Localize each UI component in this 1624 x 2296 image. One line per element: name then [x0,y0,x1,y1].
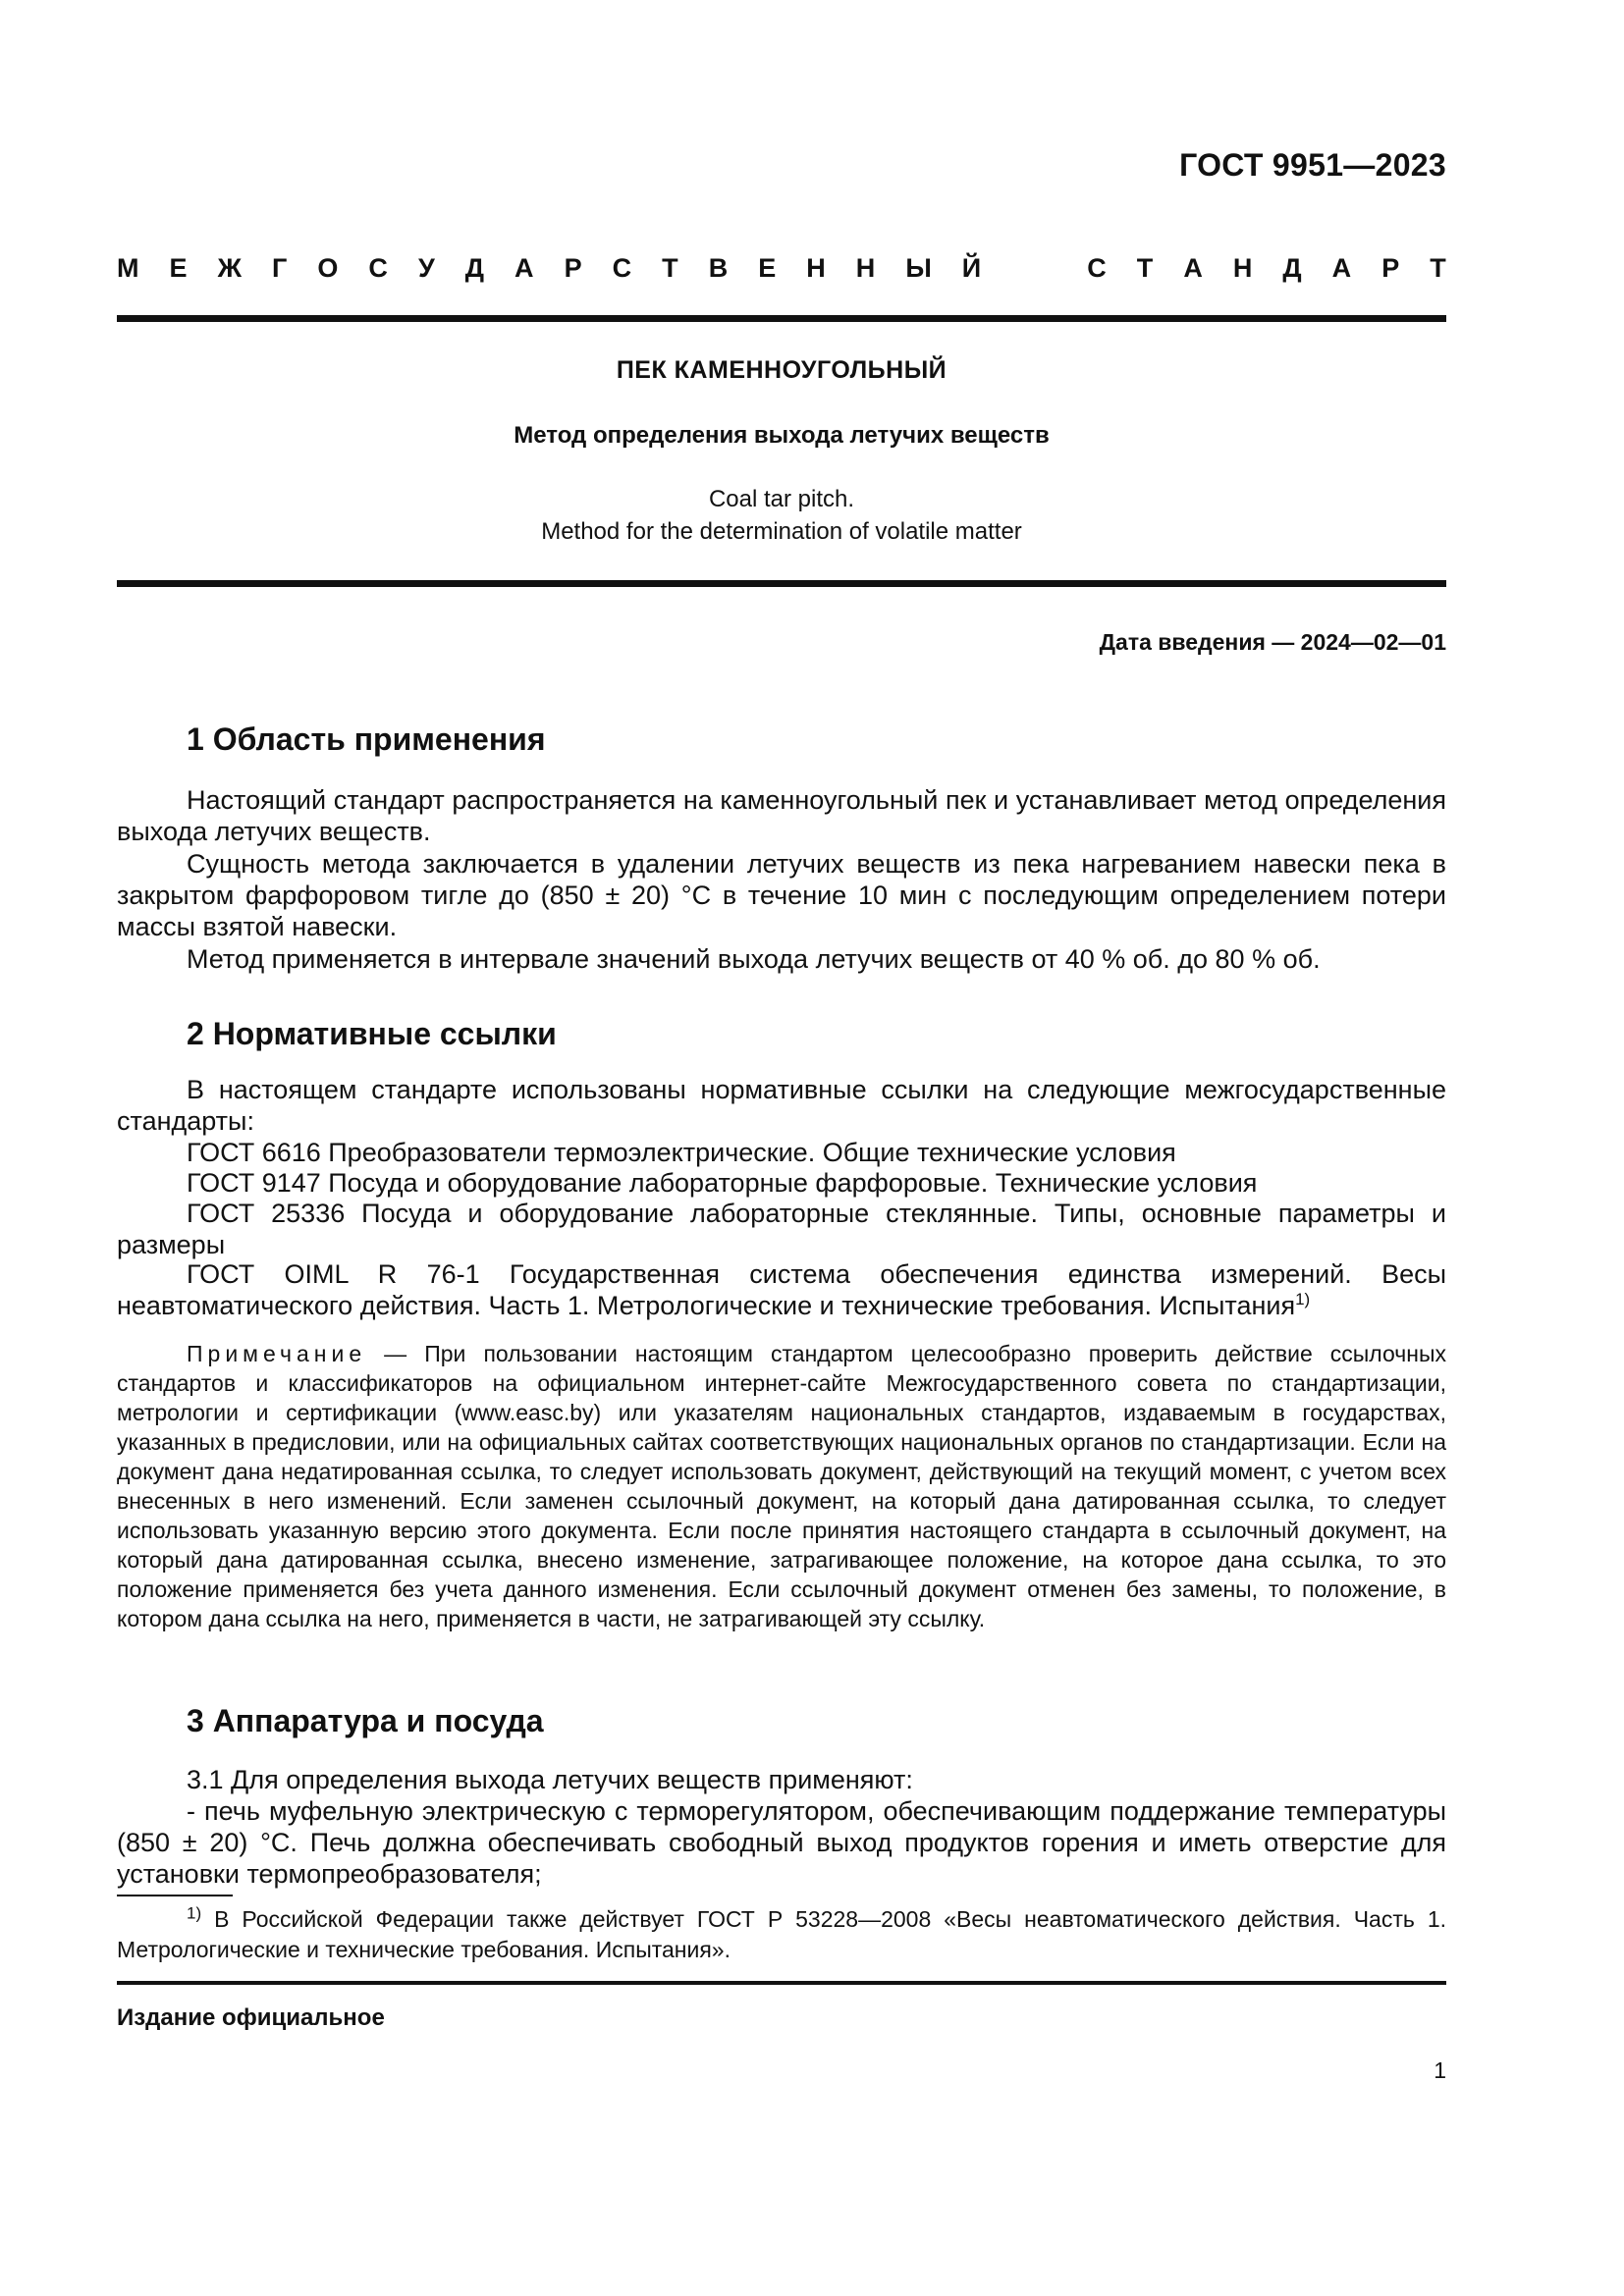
note-paragraph [117,1339,1446,1633]
banner-letter: Д [1282,253,1302,283]
banner-letter: А [514,253,534,283]
reference-gost-oiml-text: ГОСТ OIML R 76-1 Государственная система обеспечения единства измерений. Весы неавтоматического действия. Часть 1. Метрологические и технические требования. Испытания [117,1259,1446,1320]
banner-letter: С [368,253,388,283]
top-rule [117,315,1446,322]
footnote-marker: 1) [1295,1290,1311,1308]
section-1-paragraph-1: Настоящий стандарт распространяется на каменноугольный пек и устанавливает метод определения выхода летучих веществ. [117,785,1446,846]
english-title [117,483,1446,548]
section-1-paragraph-2: Сущность метода заключается в удалении летучих веществ из пека нагреванием навески пека в закрытом фарфоровом тигле до (850 ± 20) °С в течение 10 мин с последующим определением потери массы взятой навески. [117,849,1446,941]
standard-banner [117,253,1446,284]
banner-letter: Р [564,253,582,283]
section-3-paragraph-1: 3.1 Для определения выхода летучих веществ применяют: [187,1765,913,1794]
banner-letter: Т [1430,253,1446,283]
note-label: Примечание [187,1341,367,1366]
english-title-line-2: Method for the determination of volatile matter [541,518,1022,545]
banner-letter: С [612,253,632,283]
title-bottom-rule [117,580,1446,587]
footnote-text: В Российской Федерации также действует ГОСТ Р 53228—2008 «Весы неавтоматического действия. Часть 1. Метрологические и технические требования. Испытания». [117,1906,1446,1962]
reference-gost-oiml [117,1258,1446,1321]
banner-letter: Ж [217,253,242,283]
reference-gost-6616: ГОСТ 6616 Преобразователи термоэлектрические. Общие технические условия [187,1138,1176,1167]
banner-letter: Г [272,253,288,283]
banner-word-gap [1011,253,1056,284]
banner-letter: Н [1232,253,1253,283]
footnote-mark: 1) [187,1903,202,1923]
reference-gost-25336: ГОСТ 25336 Посуда и оборудование лабораторные стеклянные. Типы, основные параметры и размеры [117,1199,1446,1259]
banner-letter: Е [758,253,777,283]
banner-letter: В [708,253,729,283]
banner-letter: Н [806,253,826,283]
section-3-paragraph-2: - печь муфельную электрическую с терморегулятором, обеспечивающим поддержание температуры (850 ± 20) °С. Печь должна обеспечивать свободный выход продуктов горения и иметь отверстие для установки термопреобразователя; [117,1796,1446,1889]
banner-letter: О [317,253,339,283]
banner-letter: Т [1136,253,1154,283]
section-1-heading: 1 Область применения [187,721,546,757]
banner-letter: Р [1381,253,1400,283]
banner-letter: Ы [905,253,932,283]
banner-letter: Е [169,253,188,283]
document-subtitle: Метод определения выхода летучих веществ [514,422,1050,449]
document-number: ГОСТ 9951—2023 [1179,147,1446,183]
banner-letter: Т [662,253,678,283]
section-2-heading: 2 Нормативные ссылки [187,1016,557,1051]
section-2-paragraph-1: В настоящем стандарте использованы нормативные ссылки на следующие межгосударственные стандарты: [117,1075,1446,1136]
banner-letter: А [1183,253,1203,283]
banner-letter: М [117,253,139,283]
footer-rule [117,1981,1446,1985]
banner-letter: Д [464,253,485,283]
note-text: — При пользовании настоящим стандартом целесообразно проверить действие ссылочных стандартов и классификаторов на официальном интернет-сайте Межгосударственного совета по стандартизации, метрологии и сертификации (www.easc.by) или указателям национальных стандартов, издаваемым в государствах, указанных в предисловии, или на официальных сайтах соответствующих национальных органов по стандартизации. Если на документ дана недатированная ссылка, то следует использовать документ, действующий на текущий момент, с учетом всех внесенных в него изменений. Если заменен ссылочный документ, на который дана датированная ссылка, то следует использовать указанную версию этого документа. Если после принятия настоящего стандарта в ссылочный документ, на который дана датированная ссылка, внесено изменение, затрагивающее положение, на которое дана ссылка, то это положение применяется без учета данного изменения. Если ссылочный документ отменен без замены, то положение, в котором дана ссылка на него, применяется в части, не затрагивающей эту ссылку. [117,1341,1446,1631]
official-edition-label: Издание официальное [117,2004,385,2031]
banner-letter: Н [855,253,876,283]
document-title: ПЕК КАМЕННОУГОЛЬНЫЙ [616,356,947,384]
english-title-line-1: Coal tar pitch. [708,486,855,512]
banner-letter: Й [961,253,982,283]
reference-gost-9147: ГОСТ 9147 Посуда и оборудование лабораторные фарфоровые. Технические условия [187,1168,1258,1198]
section-1-paragraph-3: Метод применяется в интервале значений выхода летучих веществ от 40 % об. до 80 % об. [187,944,1321,974]
footnote [117,1904,1446,1965]
banner-letter: У [417,253,435,283]
introduction-date: Дата введения — 2024—02—01 [1099,629,1446,655]
footnote-rule [117,1895,233,1896]
banner-letter: С [1087,253,1107,283]
page-number: 1 [1434,2057,1446,2083]
banner-letter: А [1331,253,1352,283]
section-3-heading: 3 Аппаратура и посуда [187,1703,544,1738]
